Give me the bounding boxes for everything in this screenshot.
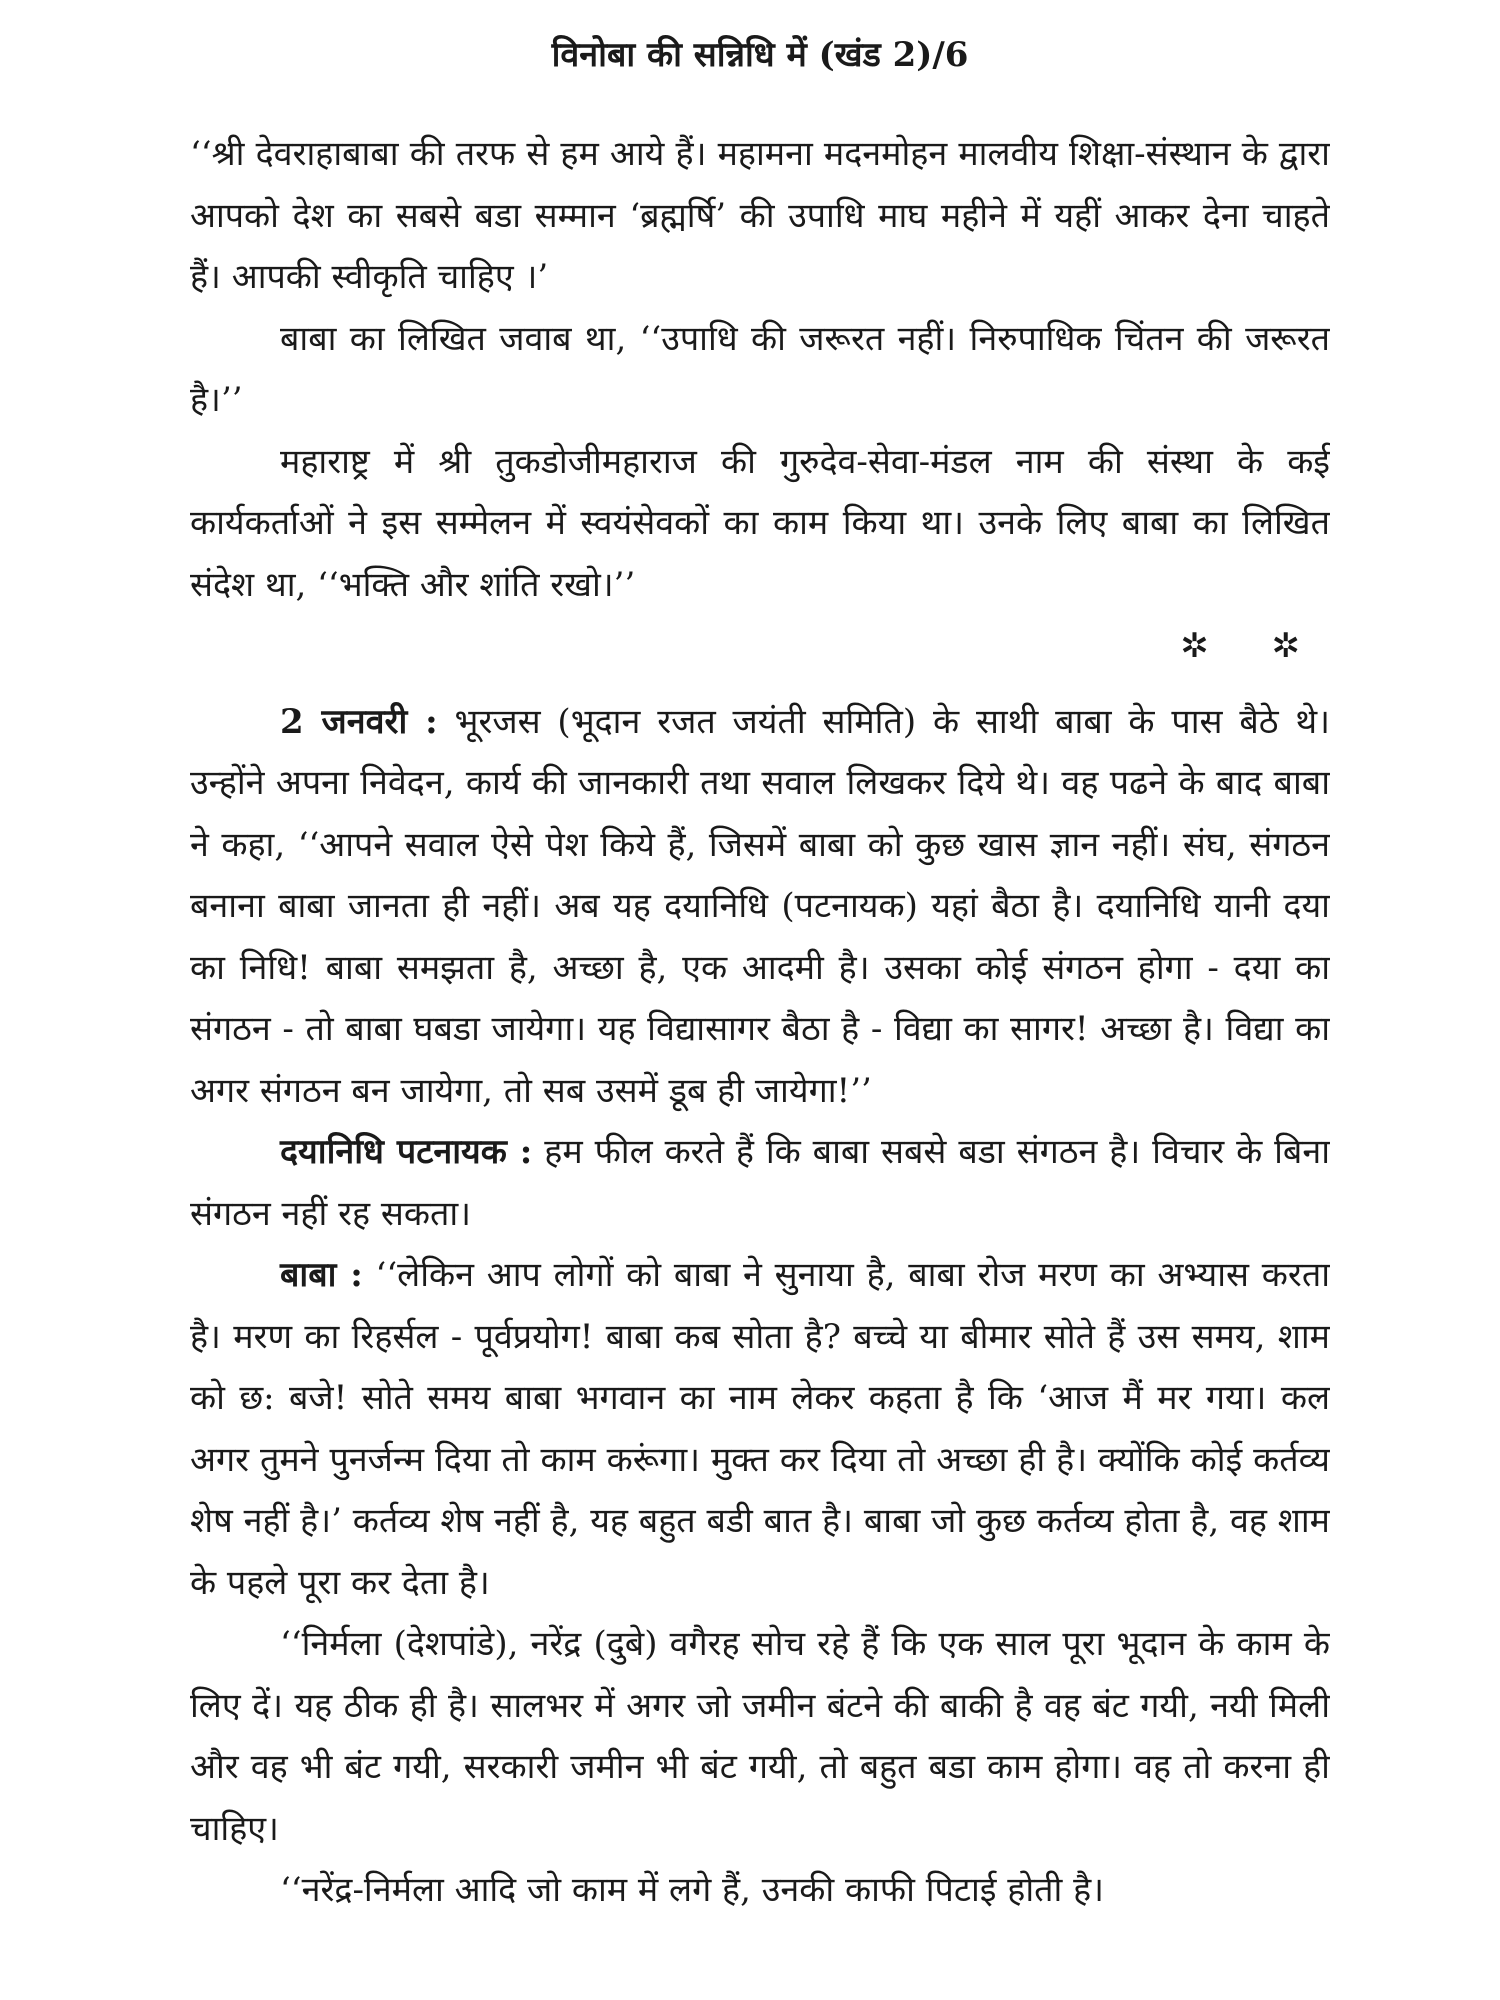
- paragraph-baba-reply: [190, 309, 1330, 432]
- paragraph-dayanidhi: [190, 1122, 1330, 1245]
- running-header: विनोबा की सन्निधि में (खंड 2)/6: [551, 35, 969, 75]
- spacer: [190, 678, 1330, 692]
- paragraph-text: हम फील करते हैं कि बाबा सबसे बडा संगठन है। विचार के बिना संगठन नहीं रह सकता।: [190, 1132, 1330, 1234]
- paragraph-text: बाबा का लिखित जवाब था, ‘‘उपाधि की जरूरत नहीं। निरुपाधिक चिंतन की जरूरत है।’’: [190, 318, 1330, 420]
- document-page: [190, 30, 1330, 1980]
- paragraph-text: ‘‘श्री देवराहाबाबा की तरफ से हम आये हैं। महामना मदनमोहन मालवीय शिक्षा-संस्थान के द्वारा आपको देश का सबसे बडा सम्मान ‘ब्रह्मर्षि’ की उपाधि माघ महीने में यहीं आकर देना चाहते हैं। आपकी स्वीकृति चाहिए ।’: [190, 134, 1330, 297]
- paragraph-text: महाराष्ट्र में श्री तुकडोजीमहाराज की गुरुदेव-सेवा-मंडल नाम की संस्था के कई कार्यकर्ताओं ने इस सम्मेलन में स्वयंसेवकों का काम किया था। उनके लिए बाबा का लिखित संदेश था, ‘‘भक्ति और शांति रखो।’’: [190, 441, 1330, 605]
- paragraph-narendra: [190, 1860, 1330, 1922]
- paragraph-text: ‘‘नरेंद्र-निर्मला आदि जो काम में लगे हैं, उनकी काफी पिटाई होती है।: [280, 1870, 1105, 1910]
- speaker-lead: दयानिधि पटनायक :: [280, 1132, 533, 1172]
- paragraph-tukdoji: [190, 432, 1330, 617]
- paragraph-text: ‘‘लेकिन आप लोगों को बाबा ने सुनाया है, बाबा रोज मरण का अभ्यास करता है। मरण का रिहर्सल - पूर्वप्रयोग! बाबा कब सोता है? बच्चे या बीमार सोते हैं उस समय, शाम को छ: बजे! सोते समय बाबा भगवान का नाम लेकर कहता है कि ‘आज मैं मर गया। कल अगर तुमने पुनर्जन्म दिया तो काम करूंगा। मुक्त कर दिया तो अच्छा ही है। क्योंकि कोई कर्तव्य शेष नहीं है।’ कर्तव्य शेष नहीं है, यह बहुत बडी बात है। बाबा जो कुछ कर्तव्य होता है, वह शाम के पहले पूरा कर देता है।: [190, 1255, 1330, 1603]
- paragraph-nirmala: [190, 1614, 1330, 1860]
- date-lead: 2 जनवरी :: [280, 701, 438, 742]
- speaker-lead: बाबा :: [280, 1255, 363, 1295]
- section-separator: ✲ ✲: [1180, 626, 1326, 666]
- paragraph-text: ‘‘निर्मला (देशपांडे), नरेंद्र (दुबे) वगैरह सोच रहे हैं कि एक साल पूरा भूदान के काम के लिए दें। यह ठीक ही है। सालभर में अगर जो जमीन बंटने की बाकी है वह बंट गयी, नयी मिली और वह भी बंट गयी, सरकारी जमीन भी बंट गयी, तो बहुत बडा काम होगा। वह तो करना ही चाहिए।: [190, 1624, 1330, 1849]
- paragraph-baba: [190, 1245, 1330, 1614]
- paragraph-quote-devraha: [190, 124, 1330, 309]
- paragraph-text: भूरजस (भूदान रजत जयंती समिति) के साथी बाबा के पास बैठे थे। उन्होंने अपना निवेदन, कार्य की जानकारी तथा सवाल लिखकर दिये थे। वह पढने के बाद बाबा ने कहा, ‘‘आपने सवाल ऐसे पेश किये हैं, जिसमें बाबा को कुछ खास ज्ञान नहीं। संघ, संगठन बनाना बाबा जानता ही नहीं। अब यह दयानिधि (पटनायक) यहां बैठा है। दयानिधि यानी दया का निधि! बाबा समझता है, अच्छा है, एक आदमी है। उसका कोई संगठन होगा - दया का संगठन - तो बाबा घबडा जायेगा। यह विद्यासागर बैठा है - विद्या का सागर! अच्छा है। विद्या का अगर संगठन बन जायेगा, तो सब उसमें डूब ही जायेगा!’’: [190, 701, 1330, 1111]
- paragraph-january-2: [190, 692, 1330, 1123]
